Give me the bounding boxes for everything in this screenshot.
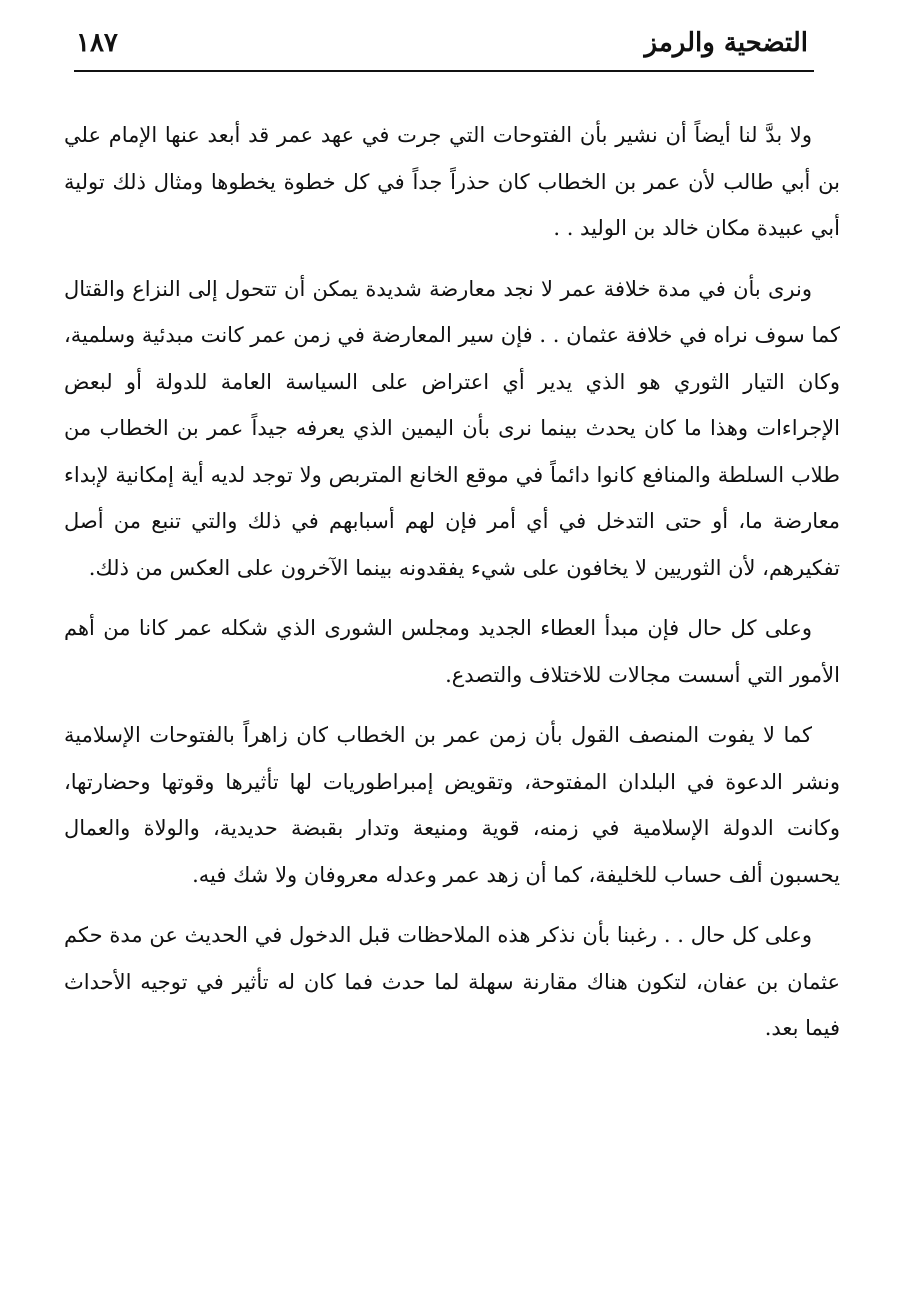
page-header [74, 22, 814, 72]
body-text [64, 112, 840, 1066]
paragraph-3: وعلى كل حال فإن مبدأ العطاء الجديد ومجلس الشورى الذي شكله عمر كانا من أهم الأمور التي أسست مجالات للاختلاف والتصدع. [64, 616, 840, 687]
paragraph-5: وعلى كل حال . . رغبنا بأن نذكر هذه الملاحظات قبل الدخول في الحديث عن مدة حكم عثمان بن عفان، لتكون هناك مقارنة سهلة لما حدث فما كان له تأثير في توجيه الأحداث فيما بعد. [64, 923, 840, 1040]
paragraph-1: ولا بدَّ لنا أيضاً أن نشير بأن الفتوحات التي جرت في عهد عمر قد أبعد عنها الإمام علي بن أبي طالب لأن عمر بن الخطاب كان حذراً جداً في كل خطوة يخطوها ومثال ذلك تولية أبي عبيدة مكان خالد بن الوليد . . [64, 123, 840, 240]
running-title: التضحية والرمز [644, 28, 808, 58]
paragraph-4: كما لا يفوت المنصف القول بأن زمن عمر بن الخطاب كان زاهراً بالفتوحات الإسلامية ونشر الدعوة في البلدان المفتوحة، وتقويض إمبراطوريات لها تأثيرها وقوتها وحضارتها، وكانت الدولة الإسلامية في زمنه، قوية ومنيعة وتدار بقبضة حديدية، والولاة والعمال يحسبون ألف حساب للخليفة، كما أن زهد عمر وعدله معروفان ولا شك فيه. [64, 723, 840, 887]
page-number: ١٨٧ [76, 28, 118, 58]
paragraph-2: ونرى بأن في مدة خلافة عمر لا نجد معارضة شديدة يمكن أن تتحول إلى النزاع والقتال كما سوف نراه في خلافة عثمان . . فإن سير المعارضة في زمن عمر كانت مبدئية وسلمية، وكان التيار الثوري هو الذي يدير أي اعتراض على السياسة العامة للدولة أو لبعض الإجراءات وهذا ما كان يحدث بينما نرى بأن اليمين الذي يعرفه جيداً عمر بن الخطاب من طلاب السلطة والمنافع كانوا دائماً في موقع الخانع المتربص ولا توجد لديه أية إمكانية لإبداء معارضة ما، أو حتى التدخل في أي أمر فإن لهم أسبابهم في ذلك والتي تنبع من أصل تفكيرهم، لأن الثوريين لا يخافون على شيء يفقدونه بينما الآخرون على العكس من ذلك. [64, 276, 840, 580]
